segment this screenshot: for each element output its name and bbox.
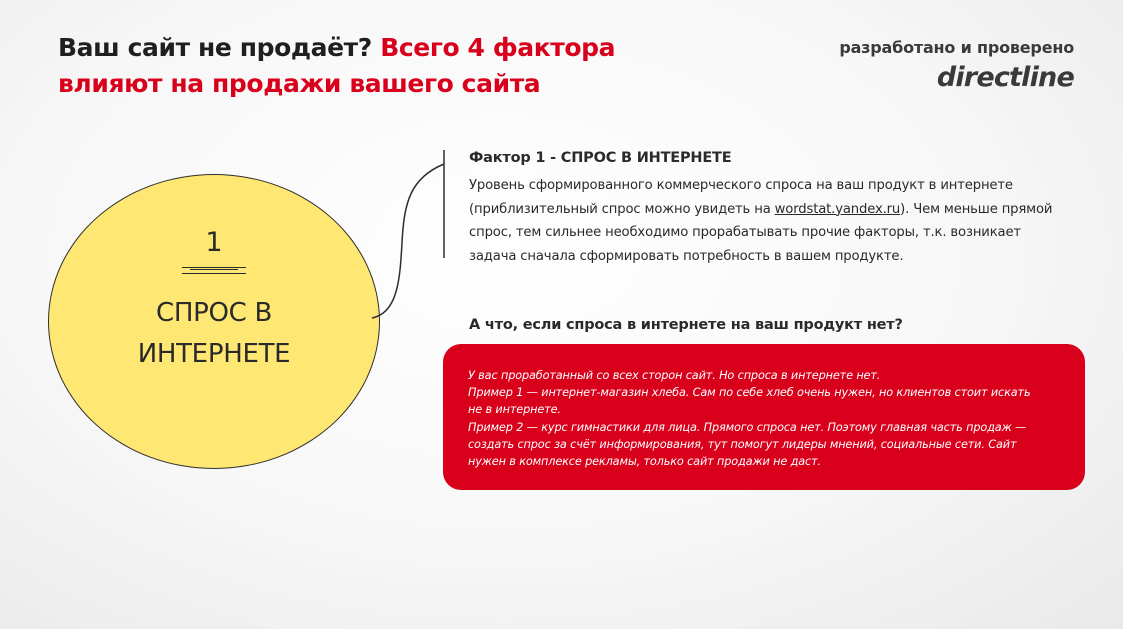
bubble-label-line2: ИНТЕРНЕТЕ [137,339,291,369]
factor-title: Фактор 1 - СПРОС В ИНТЕРНЕТЕ [469,150,732,166]
brand-caption: разработано и проверено [839,38,1074,57]
answer-line: нужен в комплексе рекламы, только сайт продажи не даст. [468,455,821,469]
answer-line: создать спрос за счёт информирования, тут помогут лидеры мнений, социальные сети. Сайт [468,437,1017,451]
bubble-label-line1: СПРОС В [155,298,272,328]
factor-description-part1: Уровень сформированного коммерческого спроса на ваш продукт в интернете (приблизительный спрос можно увидеть на [469,178,1013,217]
wordstat-link[interactable]: wordstat.yandex.ru [774,201,901,217]
factor-bubble-label [49,293,379,375]
factor-description-part2: ). Чем меньше прямой спрос, тем сильнее необходимо прорабатывать прочие факторы, т.к. возникает задача сначала сформировать потребность в вашем продукте. [469,201,1053,264]
factor-bubble [48,174,380,469]
title-red-part: Всего 4 фактора [380,33,616,62]
factor-description [469,174,1064,268]
brand-logo: directline [936,62,1074,93]
page-title [58,30,678,102]
answer-line: Пример 1 — интернет-магазин хлеба. Сам по себе хлеб очень нужен, но клиентов стоит искать [468,386,1031,400]
answer-line: не в интернете. [468,403,561,417]
factor-number: 1 [205,227,223,258]
answer-line: У вас проработанный со всех сторон сайт. Но спроса в интернете нет. [468,369,881,382]
bubble-connector-line [370,148,450,328]
answer-box [443,344,1085,490]
title-dark-part: Ваш сайт не продаёт? [58,33,372,62]
question-heading: А что, если спроса в интернете на ваш продукт нет? [469,317,903,333]
answer-line: Пример 2 — курс гимнастики для лица. Прямого спроса нет. Поэтому главная часть продаж — [468,420,1027,434]
number-underline [182,267,246,274]
title-red-line2: влияют на продажи вашего сайта [58,69,541,98]
number-underline-inner [190,269,238,270]
